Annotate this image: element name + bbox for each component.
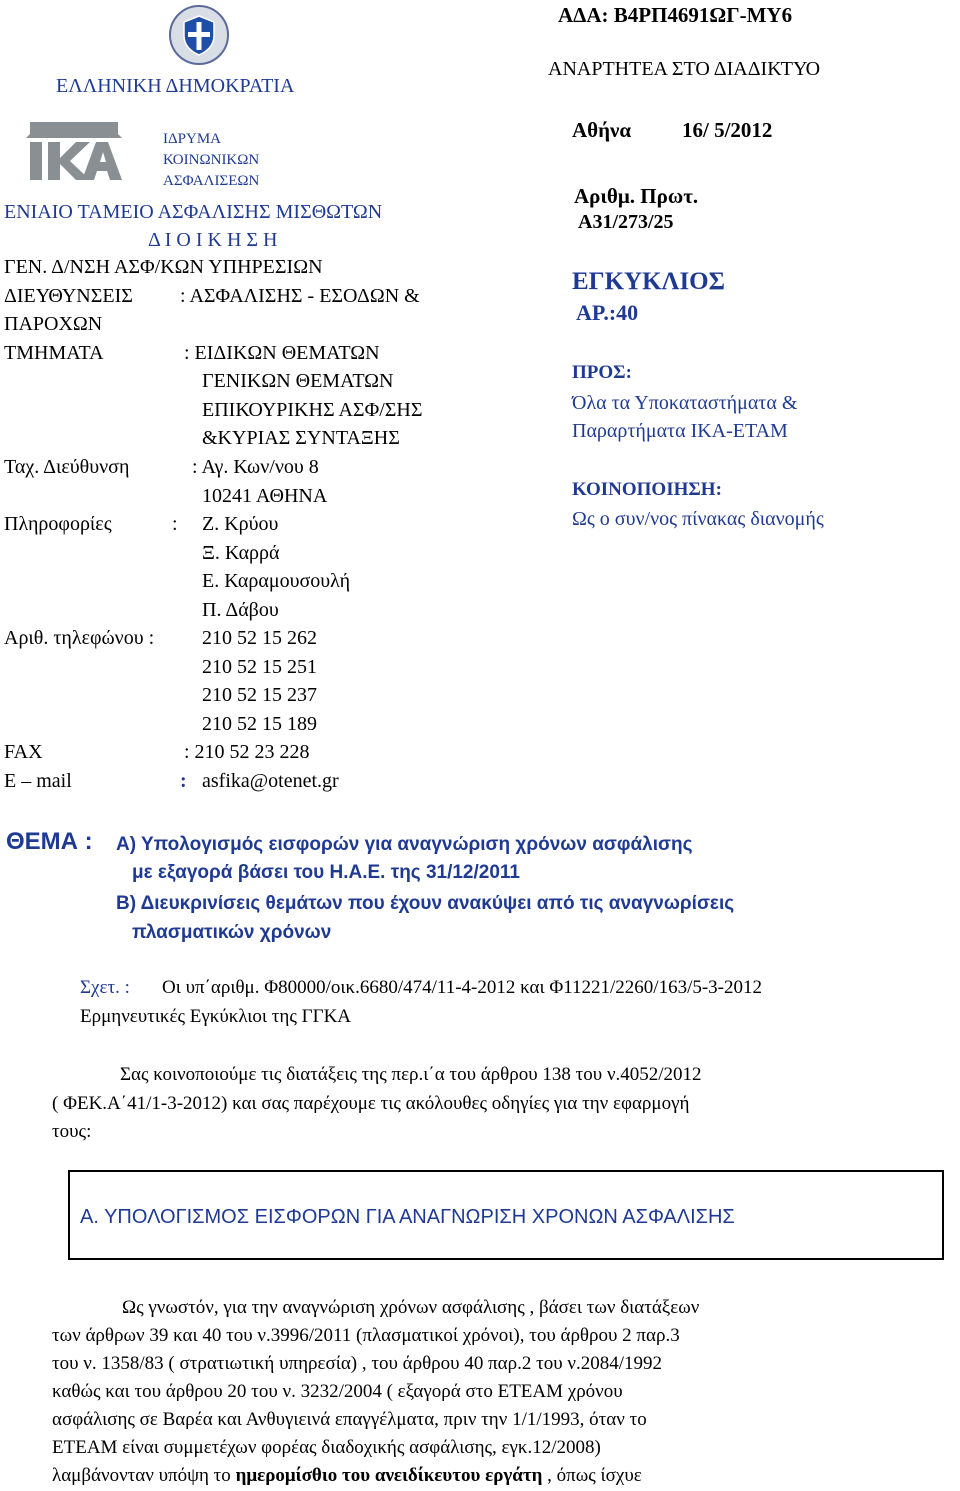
intro-line: ( ΦΕΚ.Α΄41/1-3-2012) και σας παρέχουμε τις ακόλουθες οδηγίες για την εφαρμογή	[52, 1093, 690, 1114]
organization-name: ΕΝΙΑΙΟ ΤΑΜΕΙΟ ΑΣΦΑΛΙΣΗΣ ΜΙΣΘΩΤΩΝ	[4, 201, 383, 223]
body-line: του ν. 1358/83 ( στρατιωτική υπηρεσία) , του άρθρου 40 παρ.2 του ν.2084/1992	[52, 1353, 663, 1374]
phone-number: 210 52 15 237	[202, 684, 317, 706]
department-item: ΓΕΝΙΚΩΝ ΘΕΜΑΤΩΝ	[202, 370, 394, 392]
fax-number: : 210 52 23 228	[184, 741, 310, 763]
body-line: καθώς και του άρθρου 20 του ν. 3232/2004 ( εξαγορά στο ΕΤΕΑΜ χρόνου	[52, 1381, 623, 1402]
body-line: ΕΤΕΑΜ είναι συμμετέχων φορέας διαδοχικής ασφάλισης, εγκ.12/2008)	[52, 1437, 601, 1458]
protocol-label: Αριθμ. Πρωτ.	[574, 184, 699, 208]
body-emphasis: ημερομίσθιο του ανειδίκευτου εργάτη	[235, 1465, 543, 1486]
body-text: λαμβάνονταν υπόψη το	[52, 1465, 236, 1486]
reference-line: Ερμηνευτικές Εγκύκλιοι της ΓΓΚΑ	[80, 1006, 352, 1027]
posted-online-notice: ΑΝΑΡΤΗΤΕΑ ΣΤΟ ΔΙΑΔΙΚΤΥΟ	[548, 58, 821, 80]
cc-label: ΚΟΙΝΟΠΟΙΗΣΗ:	[572, 479, 722, 500]
protocol-number: Α31/273/25	[578, 211, 674, 233]
subject-line: με εξαγορά βάσει του Η.Α.Ε. της 31/12/2011	[132, 862, 520, 883]
circular-label: ΕΓΚΥΚΛΙΟΣ	[572, 268, 725, 295]
recipients-label: ΠΡΟΣ:	[572, 362, 632, 383]
fax-label: FAX	[4, 741, 43, 763]
general-directorate: ΓΕΝ. Δ/ΝΣΗ ΑΣΦ/ΚΩΝ ΥΠΗΡΕΣΙΩΝ	[4, 256, 323, 278]
phone-number: 210 52 15 262	[202, 627, 317, 649]
email-address: asfika@otenet.gr	[202, 770, 339, 792]
section-heading: Α. ΥΠΟΛΟΓΙΣΜΟΣ ΕΙΣΦΟΡΩΝ ΓΙΑ ΑΝΑΓΝΩΡΙΣΗ ΧΡΟΝΩΝ ΑΣΦΑΛΙΣΗΣ	[80, 1206, 735, 1228]
address-value: : Αγ. Κων/νου 8	[192, 456, 319, 478]
subject-label: ΘΕΜΑ :	[6, 828, 93, 855]
greek-emblem-icon	[168, 4, 230, 66]
body-line: ασφάλισης σε Βαρέα και Ανθυγιεινά επαγγέλματα, πριν την 1/1/1993, όταν το	[52, 1409, 647, 1430]
directorates-value-cont: ΠΑΡΟΧΩΝ	[4, 313, 103, 335]
ada-code: ΑΔΑ: Β4ΡΠ4691ΩΓ-ΜΥ6	[558, 3, 793, 27]
body-line: Ως γνωστόν, για την αναγνώριση χρόνων ασφάλισης , βάσει των διατάξεων	[122, 1297, 700, 1318]
department-item: &ΚΥΡΙΑΣ ΣΥΝΤΑΞΗΣ	[202, 427, 400, 449]
recipients-line: Όλα τα Υποκαταστήματα &	[572, 392, 798, 414]
institute-name	[163, 129, 259, 192]
subject-line: πλασματικών χρόνων	[132, 922, 332, 943]
body-line: των άρθρων 39 και 40 του ν.3996/2011 (πλασματικοί χρόνοι), του άρθρου 2 παρ.3	[52, 1325, 680, 1346]
country-name: ΕΛΛΗΝΙΚΗ ΔΗΜΟΚΡΑΤΙΑ	[56, 75, 295, 97]
address-value: 10241 ΑΘΗΝΑ	[202, 485, 328, 507]
phone-label: Αριθ. τηλεφώνου :	[4, 627, 155, 649]
department-item: ΕΠΙΚΟΥΡΙΚΗΣ ΑΣΦ/ΣΗΣ	[202, 399, 423, 421]
intro-line: τους:	[52, 1121, 92, 1142]
departments-label: ΤΜΗΜΑΤΑ	[4, 342, 104, 364]
info-colon: :	[172, 513, 178, 535]
body-text: , όπως ίσχυε	[542, 1465, 642, 1486]
institute-line: ΚΟΙΝΩΝΙΚΩΝ	[163, 152, 260, 168]
body-line-last	[52, 1466, 642, 1485]
info-label: Πληροφορίες	[4, 513, 112, 535]
contact-person: Ζ. Κρύου	[202, 513, 279, 535]
email-label: E – mail	[4, 770, 72, 792]
recipients-line: Παραρτήματα ΙΚΑ-ΕΤΑΜ	[572, 420, 788, 442]
city: Αθήνα	[572, 118, 632, 142]
administration-label: Δ Ι Ο Ι Κ Η Σ Η	[148, 229, 278, 251]
directorates-value: : ΑΣΦΑΛΙΣΗΣ - ΕΣΟΔΩΝ &	[180, 285, 420, 307]
cc-value: Ως ο συν/νος πίνακας διανομής	[572, 508, 824, 530]
department-item: : ΕΙΔΙΚΩΝ ΘΕΜΑΤΩΝ	[184, 342, 380, 364]
contact-person: Π. Δάβου	[202, 599, 279, 621]
reference-line: Οι υπ΄αριθμ. Φ80000/οικ.6680/474/11-4-2012 και Φ11221/2260/163/5-3-2012	[162, 977, 763, 998]
email-colon: :	[180, 770, 187, 792]
institute-line: ΑΣΦΑΛΙΣΕΩΝ	[163, 173, 260, 189]
directorates-label: ΔΙΕΥΘΥΝΣΕΙΣ	[4, 285, 133, 307]
address-label: Ταχ. Διεύθυνση	[4, 456, 130, 478]
subject-line: Β) Διευκρινίσεις θεμάτων που έχουν ανακύψει από τις αναγνωρίσεις	[116, 893, 735, 914]
document-date: 16/ 5/2012	[682, 118, 773, 142]
intro-line: Σας κοινοποιούμε τις διατάξεις της περ.ι΄α του άρθρου 138 του ν.4052/2012	[120, 1064, 702, 1085]
circular-number: ΑΡ.:40	[576, 300, 639, 325]
reference-label: Σχετ. :	[80, 977, 130, 998]
ika-logo-icon	[26, 120, 122, 182]
contact-person: Ξ. Καρρά	[202, 542, 280, 564]
phone-number: 210 52 15 251	[202, 656, 317, 678]
subject-line: Α) Υπολογισμός εισφορών για αναγνώριση χρόνων ασφάλισης	[116, 834, 693, 855]
phone-number: 210 52 15 189	[202, 713, 317, 735]
contact-person: Ε. Καραμουσουλή	[202, 570, 351, 592]
institute-line: ΙΔΡΥΜΑ	[163, 131, 221, 147]
